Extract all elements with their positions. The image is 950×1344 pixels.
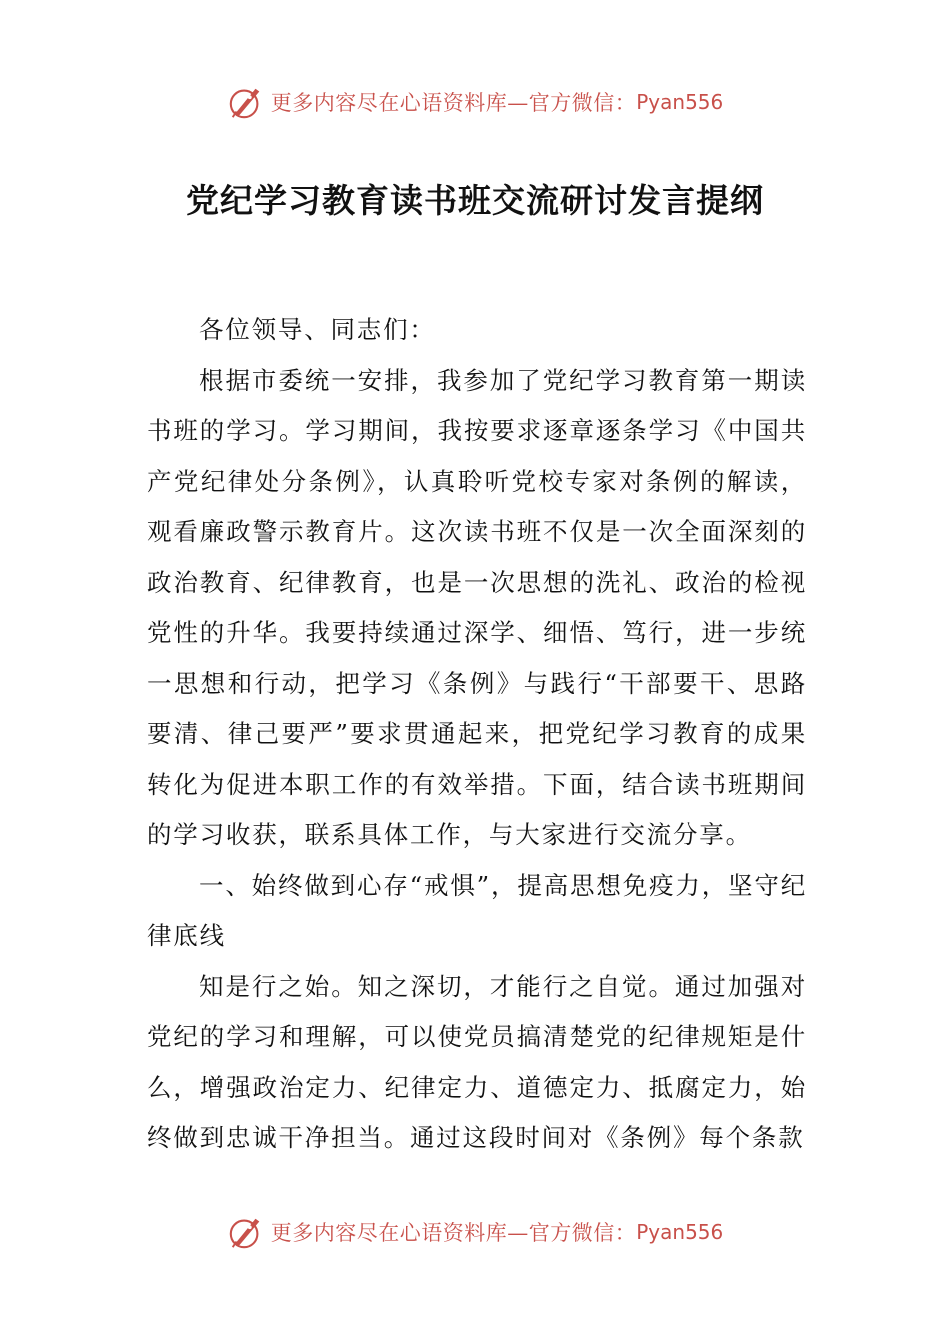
wechat-id: Pyan556 (636, 1220, 724, 1244)
document-title: 党纪学习教育读书班交流研讨发言提纲 (186, 181, 764, 220)
section-heading: 一、始终做到心存“戒惧”，提高思想免疫力，坚守纪律底线 (147, 870, 807, 950)
watermark-text: 更多内容尽在心语资料库—官方微信： (270, 91, 637, 115)
header-watermark (0, 80, 950, 124)
intro-paragraph: 根据市委统一安排，我参加了党纪学习教育第一期读书班的学习。学习期间，我按要求逐章逐条学习《中国共产党纪律处分条例》，认真聆听党校专家对条例的解读，观看廉政警示教育片。这次读书班不仅是一次全面深刻的政治教育、纪律教育，也是一次思想的洗礼、政治的检视党性的升华。我要持续通过深学、细悟、笃行，进一步统一思想和行动，把学习《条例》与践行“干部要干、思路要清、律己要严”要求贯通起来，把党纪学习教育的成果转化为促进本职工作的有效举措。下面，结合读书班期间的学习收获，联系具体工作，与大家进行交流分享。 (147, 365, 807, 849)
watermark-text: 更多内容尽在心语资料库—官方微信： (270, 1221, 637, 1245)
quill-logo-icon (227, 83, 265, 121)
body-paragraph: 知是行之始。知之深切，才能行之自觉。通过加强对党纪的学习和理解，可以使党员搞清楚党的纪律规矩是什么，增强政治定力、纪律定力、道德定力、抵腐定力，始终做到忠诚干净担当。通过这段时间对《条例》每个条款 (147, 971, 807, 1152)
quill-logo-icon (227, 1213, 265, 1251)
salutation: 各位领导、同志们： (199, 315, 436, 344)
wechat-id: Pyan556 (636, 90, 724, 114)
document-body (147, 305, 807, 1164)
footer-watermark (0, 1210, 950, 1254)
